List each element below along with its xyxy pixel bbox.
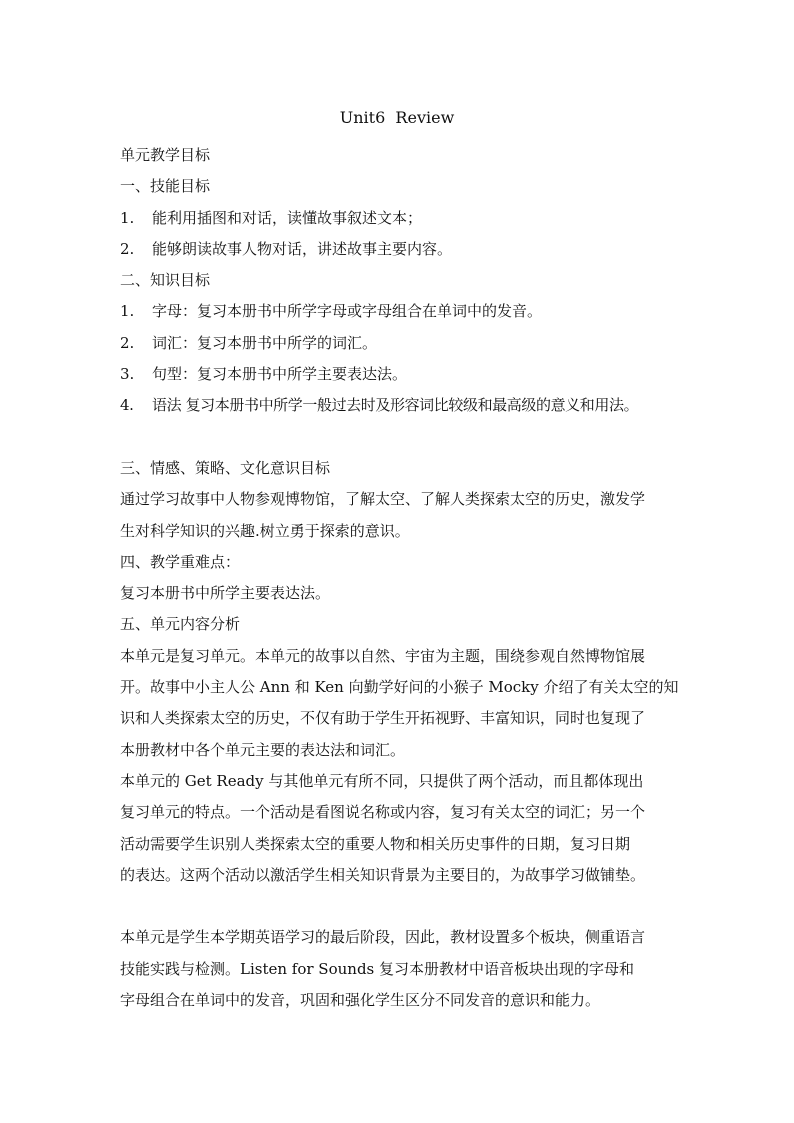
- paragraph-line: 复习本册书中所学主要表达法。: [120, 584, 331, 603]
- list-item: [120, 203, 680, 234]
- list-number: 2.: [120, 239, 135, 258]
- document-title: Unit6 Review: [339, 108, 455, 127]
- list-item: [120, 296, 680, 327]
- paragraph-line: 本单元是复习单元。本单元的故事以自然、宇宙为主题，围绕参观自然博物馆展: [120, 646, 646, 665]
- list-text: 能够朗读故事人物对话，讲述故事主要内容。: [152, 239, 453, 258]
- list-item: [120, 359, 680, 390]
- spacer: [120, 891, 680, 922]
- paragraph-line: 本册教材中各个单元主要的表达法和词汇。: [120, 740, 406, 759]
- difficulty-heading: 四、教学重难点：: [120, 552, 241, 571]
- paragraph-line: 字母组合在单词中的发音，巩固和强化学生区分不同发音的意识和能力。: [120, 991, 601, 1010]
- paragraph-line: 通过学习故事中人物参观博物馆，了解太空、了解人类探索太空的历史，激发学: [120, 490, 646, 509]
- emotion-heading: 三、情感、策略、文化意识目标: [120, 458, 331, 477]
- paragraph-line: 技能实践与检测。Listen for Sounds 复习本册教材中语音板块出现的字母和: [120, 959, 635, 978]
- skills-heading: 一、技能目标: [120, 177, 211, 196]
- document-body: [120, 140, 680, 1016]
- paragraph-line: 的表达。这两个活动以激活学生相关知识背景为主要目的，为故事学习做铺垫。: [120, 865, 646, 884]
- paragraph-line: 活动需要学生识别人类探索太空的重要人物和相关历史事件的日期，复习日期: [120, 834, 631, 853]
- paragraph-line: 复习单元的特点。一个活动是看图说名称或内容，复习有关太空的词汇；另一个: [120, 803, 646, 822]
- list-text: 句型：复习本册书中所学主要表达法。: [152, 365, 408, 384]
- paragraph-line: 生对科学知识的兴趣.树立勇于探索的意识。: [120, 521, 410, 540]
- list-number: 3.: [120, 365, 135, 384]
- list-text: 能利用插图和对话，读懂故事叙述文本；: [152, 208, 423, 227]
- list-number: 1.: [120, 302, 135, 321]
- list-number: 1.: [120, 208, 135, 227]
- paragraph-line: 本单元是学生本学期英语学习的最后阶段，因此，教材设置多个板块，侧重语言: [120, 928, 646, 947]
- paragraph-line: 开。故事中小主人公 Ann 和 Ken 向勤学好问的小猴子 Mocky 介绍了有关太空的知: [120, 678, 679, 697]
- list-item: [120, 234, 680, 265]
- list-item: [120, 390, 680, 421]
- list-text: 字母：复习本册书中所学字母或字母组合在单词中的发音。: [152, 302, 543, 321]
- list-text: 词汇：复习本册书中所学的词汇。: [152, 333, 378, 352]
- list-number: 2.: [120, 333, 135, 352]
- list-number: 4.: [120, 396, 134, 415]
- list-item: [120, 328, 680, 359]
- analysis-heading: 五、单元内容分析: [120, 615, 241, 634]
- paragraph-line: 本单元的 Get Ready 与其他单元有所不同，只提供了两个活动，而且都体现出: [120, 771, 644, 790]
- list-text: 语法 复习本册书中所学一般过去时及形容词比较级和最高级的意义和用法。: [152, 396, 639, 415]
- spacer: [120, 422, 680, 453]
- goals-heading: 单元教学目标: [120, 146, 211, 164]
- paragraph-line: 识和人类探索太空的历史，不仅有助于学生开拓视野、丰富知识，同时也复现了: [120, 709, 646, 728]
- knowledge-heading: 二、知识目标: [120, 271, 211, 290]
